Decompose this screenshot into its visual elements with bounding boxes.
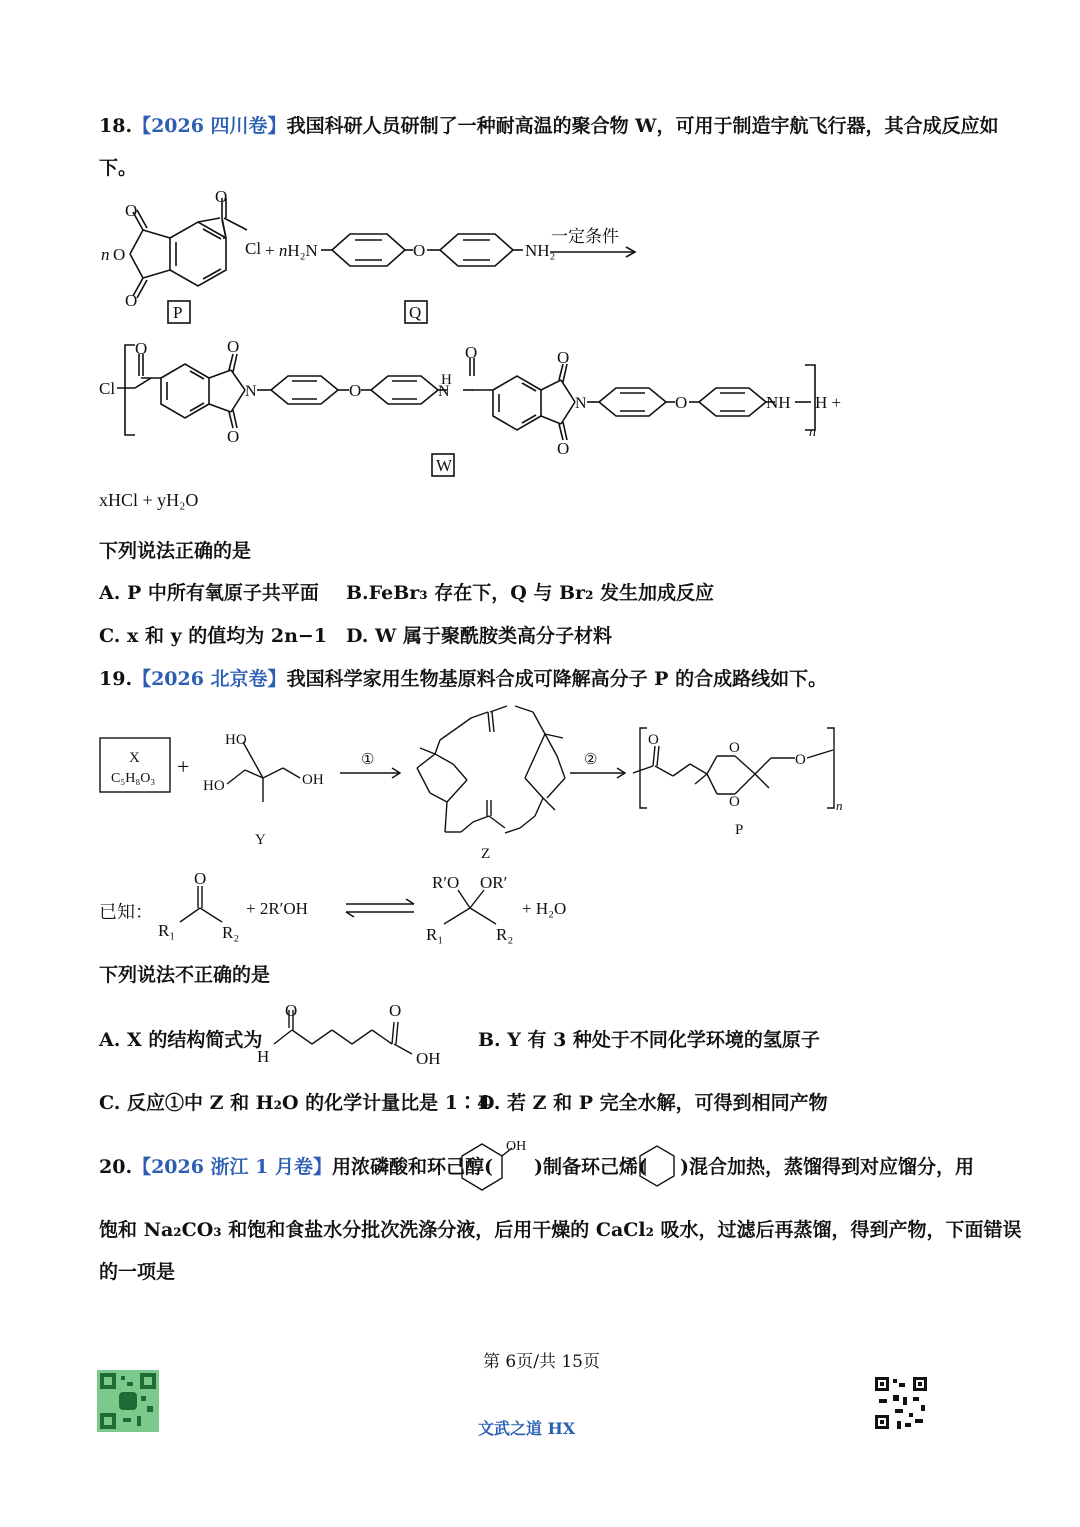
q18-H2N: H₂N	[287, 241, 318, 260]
q18-source-tag: 【2026 四川卷】	[132, 115, 287, 137]
q18-option-D[interactable]: D. W 属于聚酰胺类高分子材料	[346, 625, 612, 647]
q19-known-R2-product: R₂	[496, 925, 514, 944]
q18-label-P: P	[173, 303, 183, 322]
page-number: 第 6页/共 15页	[483, 1352, 600, 1372]
q19-known-label: 已知：	[99, 902, 153, 923]
cyclohexanol-structure	[452, 1136, 532, 1194]
q18-stem-line1	[99, 111, 999, 138]
q18-P-O-acyl: O	[215, 190, 228, 206]
q19-option-C[interactable]: C. 反应①中 Z 和 H₂O 的化学计量比是 1∶4	[99, 1092, 491, 1114]
q20-stem-c: )混合加热，蒸馏得到对应馏分，用	[680, 1156, 974, 1178]
q18-option-B[interactable]: B.FeBr₃ 存在下，Q 与 Br₂ 发生加成反应	[346, 582, 715, 604]
q19-source-tag: 【2026 北京卷】	[132, 668, 287, 690]
footer-brand: 文武之道 HX	[478, 1419, 576, 1438]
q18-W-NH-N: N	[438, 383, 450, 400]
q19-option-A[interactable]: A. X 的结构简式为	[99, 1029, 263, 1051]
q18-W-Cl: Cl	[99, 379, 116, 398]
q18-stem-line2: 下。	[99, 157, 138, 179]
q18-Q-O: O	[413, 241, 426, 260]
q18-P-Cl: Cl	[245, 239, 262, 258]
q19-known-plus-H2O: + H₂O	[522, 899, 567, 918]
q19-plus: +	[177, 754, 190, 779]
q18-W-NH: NH	[766, 393, 791, 412]
site-qr-code	[873, 1375, 929, 1431]
q18-W-O2: O	[227, 337, 240, 356]
q19-A-OH: OH	[416, 1049, 441, 1068]
q20-stem-line2: 饱和 Na₂CO₃ 和饱和食盐水分批次洗涤分液，后用干燥的 CaCl₂ 吸水，过滤后再蒸馏，得到产物，下面错误	[99, 1219, 1022, 1241]
q19-P-O-ether: O	[795, 752, 806, 768]
q20-number: 20.	[99, 1156, 133, 1178]
q18-option-C[interactable]: C. x 和 y 的值均为 2n−1	[99, 625, 328, 647]
q19-known-plus-ROH: + 2R′OH	[246, 899, 308, 918]
q19-step1: ①	[361, 752, 375, 768]
q18-option-A[interactable]: A. P 中所有氧原子共平面	[99, 582, 319, 604]
q19-X-formula: C₅H₈O₃	[111, 771, 156, 786]
q20-stem-b: )制备环己烯(	[534, 1156, 647, 1178]
q18-W-O8: O	[675, 393, 688, 412]
q19-synthesis-route	[95, 698, 855, 868]
q19-known-R1-product: R₁	[426, 925, 444, 944]
q18-P-O-ring: O	[113, 245, 126, 264]
q18-label-Q: Q	[409, 303, 422, 322]
q19-known-O: O	[194, 869, 207, 888]
q18-plus-nH2N: + nH₂N	[265, 241, 318, 260]
q18-n-coefficient: n	[101, 245, 110, 264]
q19-P-O-carbonyl: O	[648, 732, 659, 748]
q19-P-n: n	[836, 798, 843, 813]
q18-Q-NH2: NH₂	[525, 241, 556, 260]
q18-byproduct: xHCl + yH₂O	[99, 490, 199, 510]
q18-label-W: W	[436, 456, 453, 475]
q19-known-R2: R₂	[222, 923, 240, 942]
q19-Y-HO-left: HO	[203, 778, 225, 794]
q19-A-O2: O	[389, 1001, 402, 1020]
q19-stem	[99, 664, 827, 691]
q18-W-O3: O	[227, 427, 240, 446]
q20-stem-line3: 的一项是	[99, 1261, 176, 1283]
q19-number: 19.	[99, 668, 133, 690]
q19-P-O-ring1: O	[729, 740, 740, 756]
q18-prompt: 下列说法正确的是	[99, 540, 252, 562]
q18-W-O1: O	[135, 339, 148, 358]
q18-W-NH-H: H	[441, 372, 452, 388]
q19-label-X: X	[129, 750, 140, 766]
q19-option-A-structure	[252, 998, 452, 1070]
wechat-qr-code	[97, 1370, 159, 1432]
q18-reaction-scheme	[95, 190, 855, 480]
q19-Y-OH: OH	[302, 772, 324, 788]
q18-W-O5: O	[465, 343, 478, 362]
q18-P-O-bottom: O	[125, 291, 138, 310]
q19-known-RO: R′O	[432, 873, 460, 892]
cyclohexene-structure	[632, 1140, 682, 1190]
q19-step2: ②	[584, 752, 598, 768]
q18-W-n: n	[809, 425, 816, 440]
q19-option-B[interactable]: B. Y 有 3 种处于不同化学环境的氢原子	[478, 1029, 820, 1051]
q19-known-reaction	[150, 868, 610, 948]
q18-condition: 一定条件	[551, 227, 619, 246]
q19-A-O1: O	[285, 1001, 298, 1020]
q19-label-Y: Y	[255, 832, 266, 848]
q20-stem-line1	[99, 1152, 493, 1179]
q18-n-Q: n	[278, 241, 288, 260]
q19-known-R1: R₁	[158, 921, 176, 940]
q19-Y-HO-top: HO	[225, 732, 247, 748]
q19-stem-text: 我国科学家用生物基原料合成可降解高分子 P 的合成路线如下。	[286, 668, 828, 690]
q18-W-Hplus: H +	[815, 393, 842, 412]
q18-number: 18.	[99, 115, 133, 137]
q18-W-N2: N	[575, 395, 587, 412]
q19-known-OR: OR′	[480, 873, 508, 892]
q18-W-O4: O	[349, 381, 362, 400]
q19-label-P: P	[735, 822, 744, 838]
cyclohexanol-OH: OH	[506, 1139, 527, 1154]
q19-A-H: H	[257, 1047, 270, 1066]
q19-option-D[interactable]: D. 若 Z 和 P 完全水解，可得到相同产物	[478, 1092, 828, 1114]
q18-W-N1: N	[245, 383, 257, 400]
q19-label-Z: Z	[481, 846, 491, 862]
q18-W-O6: O	[557, 348, 570, 367]
q18-P-O-top: O	[125, 201, 138, 220]
q18-W-O7: O	[557, 439, 570, 458]
q20-stem-a: 用浓磷酸和环己醇(	[332, 1156, 494, 1178]
q19-P-O-ring2: O	[729, 794, 740, 810]
q19-prompt: 下列说法不正确的是	[99, 964, 271, 986]
q18-stem-text: 我国科研人员研制了一种耐高温的聚合物 W，可用于制造宇航飞行器，其合成反应如	[286, 115, 999, 137]
q20-source-tag: 【2026 浙江 1 月卷】	[132, 1156, 333, 1178]
